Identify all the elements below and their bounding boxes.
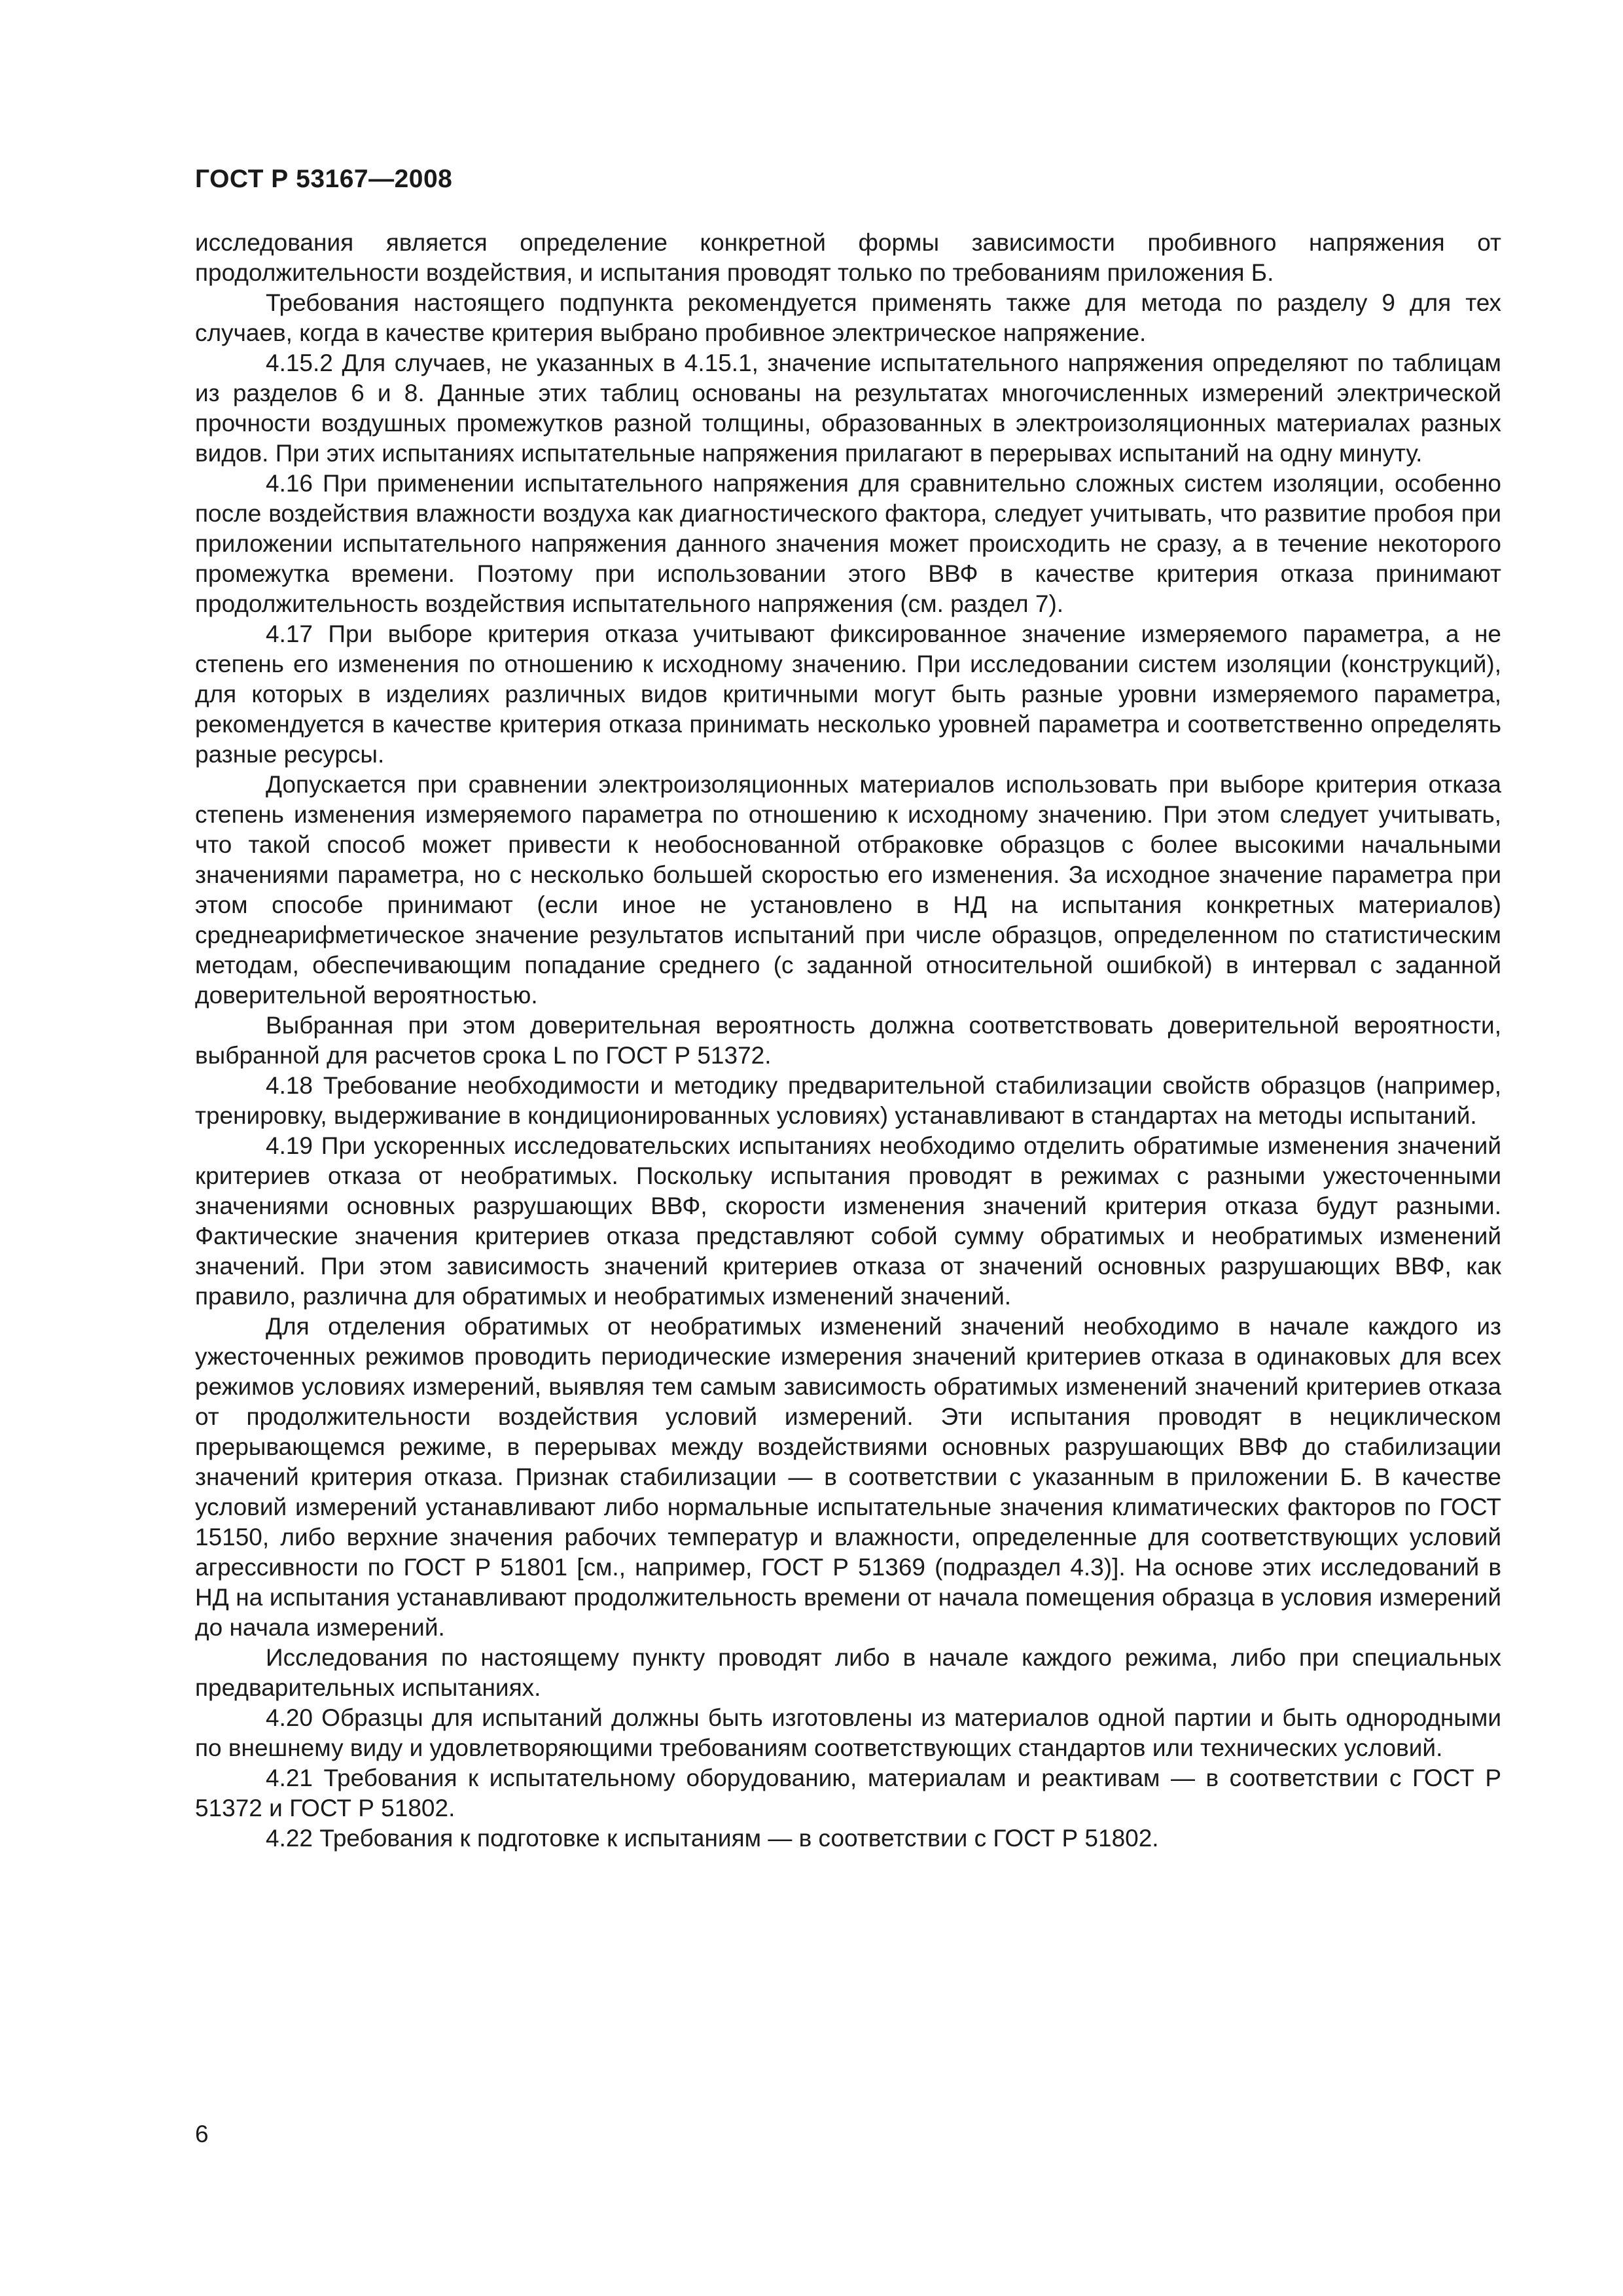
paragraph-4-15-2: 4.15.2 Для случаев, не указанных в 4.15.1, значение испытательного напряжения определяют по таблицам из разделов 6 и 8. Данные этих таблиц основаны на результатах многочисленных измерений электрической прочности воздушных промежутков разной толщины, образованных в электроизоляционных материалах разных видов. При этих испытаниях испытательные напряжения прилагают в перерывах испытаний на одну минуту. xyxy=(195,350,1501,467)
paragraph-4-19: 4.19 При ускоренных исследовательских испытаниях необходимо отделить обратимые изменения значений критериев отказа от необратимых. Поскольку испытания проводят в режимах с разными ужесточенными значениями основных разрушающих ВВФ, скорости изменения значений критерия отказа будут разными. Фактические значения критериев отказа представляют собой сумму обратимых и необратимых изменений значений. При этом зависимость значений критериев отказа от значений основных разрушающих ВВФ, как правило, различна для обратимых и необратимых изменений значений. xyxy=(195,1132,1501,1310)
paragraph: Допускается при сравнении электроизоляционных материалов использовать при выборе критерия отказа степень изменения измеряемого параметра по отношению к исходному значению. При этом следует учитывать, что такой способ может привести к необоснованной отбраковке образцов с более высокими начальными значениями параметра, но с несколько большей скоростью его изменения. За исходное значение параметра при этом способе принимают (если иное не установлено в НД на испытания конкретных материалов) среднеарифметическое значение результатов испытаний при числе образцов, определенном по статистическим методам, обеспечивающим попадание среднего (с заданной относительной ошибкой) в интервал с заданной доверительной вероятностью. xyxy=(195,771,1501,1009)
document-body xyxy=(195,228,1501,1854)
paragraph: Исследования по настоящему пункту проводят либо в начале каждого режима, либо при специальных предварительных испытаниях. xyxy=(195,1644,1501,1701)
page-number: 6 xyxy=(195,2121,209,2147)
paragraph: Требования настоящего подпункта рекомендуется применять также для метода по разделу 9 для тех случаев, когда в качестве критерия выбрано пробивное электрическое напряжение. xyxy=(195,289,1501,346)
document-code-header: ГОСТ Р 53167—2008 xyxy=(195,165,453,193)
paragraph-4-16: 4.16 При применении испытательного напряжения для сравнительно сложных систем изоляции, особенно после воздействия влажности воздуха как диагностического фактора, следует учитывать, что развитие пробоя при приложении испытательного напряжения данного значения может происходить не сразу, а в течение некоторого промежутка времени. Поэтому при использовании этого ВВФ в качестве критерия отказа принимают продолжительность воздействия испытательного напряжения (см. раздел 7). xyxy=(195,470,1501,617)
paragraph-4-17: 4.17 При выборе критерия отказа учитывают фиксированное значение измеряемого параметра, а не степень его изменения по отношению к исходному значению. При исследовании систем изоляции (конструкций), для которых в изделиях различных видов критичными могут быть разные уровни измеряемого параметра, рекомендуется в качестве критерия отказа принимать несколько уровней параметра и соответственно определять разные ресурсы. xyxy=(195,620,1501,768)
paragraph-4-21: 4.21 Требования к испытательному оборудованию, материалам и реактивам — в соответствии с ГОСТ Р 51372 и ГОСТ Р 51802. xyxy=(195,1765,1501,1821)
paragraph-4-22: 4.22 Требования к подготовке к испытаниям — в соответствии с ГОСТ Р 51802. xyxy=(266,1825,1159,1852)
paragraph: Для отделения обратимых от необратимых изменений значений необходимо в начале каждого из ужесточенных режимов проводить периодические измерения значений критериев отказа в одинаковых для всех режимов условиях измерений, выявляя тем самым зависимость обратимых изменений значений критериев отказа от продолжительности воздействия условий измерений. Эти испытания проводят в нециклическом прерывающемся режиме, в перерывах между воздействиями основных разрушающих ВВФ до стабилизации значений критерия отказа. Признак стабилизации — в соответствии с указанным в приложении Б. В качестве условий измерений устанавливают либо нормальные испытательные значения климатических факторов по ГОСТ 15150, либо верхние значения рабочих температур и влажности, определенные для соответствующих условий агрессивности по ГОСТ Р 51801 [см., например, ГОСТ Р 51369 (подраздел 4.3)]. На основе этих исследований в НД на испытания устанавливают продолжительность времени от начала помещения образца в условия измерений до начала измерений. xyxy=(195,1313,1501,1641)
paragraph: Выбранная при этом доверительная вероятность должна соответствовать доверительной вероятности, выбранной для расчетов срока L по ГОСТ Р 51372. xyxy=(195,1012,1501,1069)
paragraph-continuation: исследования является определение конкретной формы зависимости пробивного напряжения от продолжительности воздействия, и испытания проводят только по требованиям приложения Б. xyxy=(195,229,1501,286)
paragraph-4-18: 4.18 Требование необходимости и методику предварительной стабилизации свойств образцов (например, тренировку, выдерживание в кондиционированных условиях) устанавливают в стандартах на методы испытаний. xyxy=(195,1072,1501,1129)
paragraph-4-20: 4.20 Образцы для испытаний должны быть изготовлены из материалов одной партии и быть однородными по внешнему виду и удовлетворяющими требованиям соответствующих стандартов или технических условий. xyxy=(195,1704,1501,1761)
